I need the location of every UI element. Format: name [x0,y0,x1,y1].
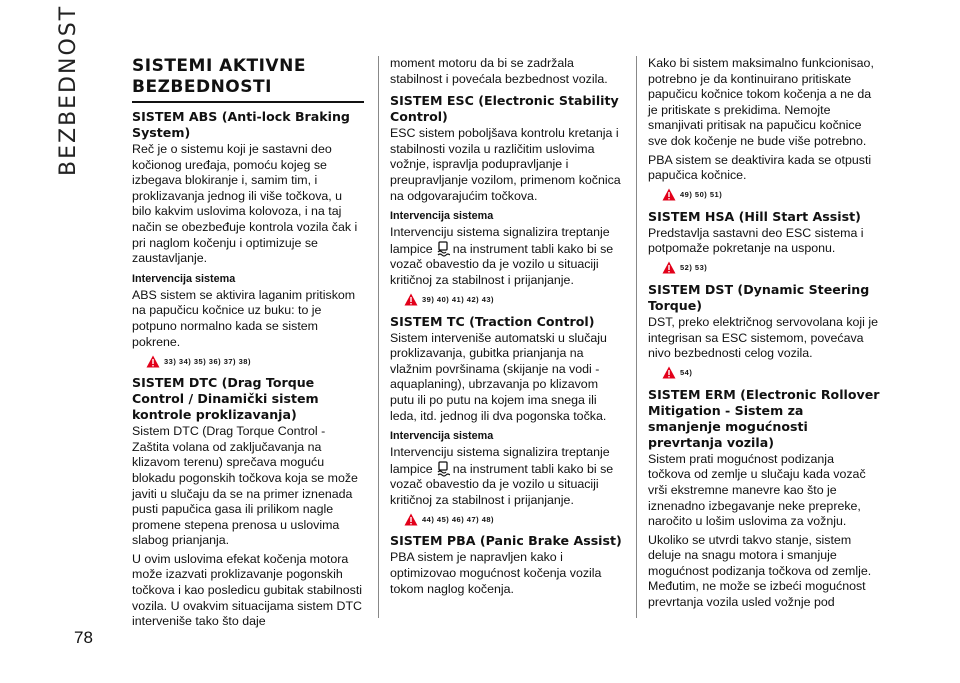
warning-refs: 54) [680,368,693,378]
abs-paragraph: Reč je o sistemu koji je sastavni deo kočionog uređaja, pomoću kojeg se izbegava blokiranje i, samim tim, i proklizavanja jednog ili više točkova, u bilo kakvim uslovima kolovoza, i na taj način se obezbeđuje kontrola vozila čak i pri naglom kočenju i optimizuje se zaustavljanje. [132,142,358,266]
warning-reference [662,260,880,276]
warning-triangle-icon [662,261,676,274]
warning-reference [662,365,880,381]
dtc-paragraph: Sistem DTC (Drag Torque Control - Zaštita volana od zaključavanja na klizavom terenu) sprečava moguću blokadu pogonskih točkova koja se može javiti u slučaju da se na primer iznenada pusti papučica gasa ili prilikom nagle promene stepena prenosa u uslovima slabog prianjanja. [132,424,358,548]
dst-paragraph: DST, preko električnog servovolana koji je integrisan sa ESC sistemom, povećava nivo bezbednosti celog vozila. [648,314,879,361]
abs-subheading: Intervencija sistema [132,272,236,285]
column-divider [378,56,379,618]
warning-reference [146,353,364,369]
esc-subheading: Intervencija sistema [390,210,494,223]
column-2 [390,56,622,600]
esc-paragraph: ESC sistem poboljšava kontrolu kretanja i stabilnosti vozila u različitim uslovima vožnje, ispravlja podupravljanje i preupravljanje vozilom, primenom kočnica na odgovarajućim točkova. [390,126,621,203]
warning-triangle-icon [404,293,418,306]
dtc-paragraph: U ovim uslovima efekat kočenja motora može izazvati proklizavanje pogonskih točkova i kao posledicu gubitak stabilnosti vozila. U ovakvim situacijama sistem DTC interveniše tako što daje [132,551,363,629]
pba-heading: SISTEM PBA (Panic Brake Assist) [390,533,622,549]
page-title: SISTEMI AKTIVNE BEZBEDNOSTI [132,56,364,103]
pba-paragraph: PBA sistem se deaktivira kada se otpusti papučica kočnice. [648,152,872,183]
hsa-heading: SISTEM HSA (Hill Start Assist) [648,208,861,224]
column-1 [132,56,364,633]
esc-warning-lamp-icon [436,241,450,257]
dst-heading: SISTEM DST (Dynamic Steering Torque) [648,281,870,313]
warning-reference [404,511,622,527]
column-divider [636,56,637,618]
tc-text: Intervenciju sistema signalizira treptanje lampice [390,445,610,476]
esc-warning-lamp-icon [436,461,450,477]
warning-reference [404,292,622,308]
esc-heading: SISTEM ESC (Electronic Stability Control) [390,93,619,125]
pba-paragraph: Kako bi sistem maksimalno funkcionisao, potrebno je da kontinuirano pritiskate papučicu kočnice tokom kočenja a ne da je pritiskate s prekidima. Nemojte smanjivati pritisak na papučicu kočnice sve dok kočenje ne bude više potrebno. [648,56,874,148]
dtc-heading: SISTEM DTC (Drag Torque Control / Dinamički sistem kontrole proklizavanja) [132,375,319,423]
column-3 [648,56,880,614]
warning-triangle-icon [404,513,418,526]
erm-paragraph: Sistem prati mogućnost podizanja točkova od zemlje u slučaju kada vozač vrši ekstremne manevre kao što je iznenadno izbegavanje neke prepreke, naročito u lošim uslovima za vožnju. [648,451,866,529]
warning-refs: 49) 50) 51) [680,190,723,200]
esc-text: Intervenciju sistema signalizira treptanje lampice [390,225,610,256]
tc-text: na instrument tabli kako bi se vozač obavestio da je vozilo u situaciji kritičnoj za stabilnost i prijanjanje. [390,461,614,507]
hsa-paragraph: Predstavlja sastavni deo ESC sistema i potpomaže pokretanje na usponu. [648,225,864,256]
warning-refs: 52) 53) [680,263,708,273]
tc-subheading: Intervencija sistema [390,430,494,443]
abs-heading: SISTEM ABS (Anti-lock Braking System) [132,109,350,140]
warning-refs: 44) 45) 46) 47) 48) [422,514,495,524]
tc-paragraph: Sistem interveniše automatski u slučaju proklizavanja, gubitka prianjanja na vlažnim površinama (skijanje na vodi - aquaplaning), ubrzavanja po klizavom putu ili po putu na kojem ima snega ili leda, itd. jednog ili dva pogonska točka. [390,330,607,423]
esc-text: na instrument tabli kako bi se vozač obavestio da je vozilo u situaciji kritičnoj za stabilnost i prijanjanje. [390,241,614,287]
page-number: 78 [74,628,93,647]
warning-refs: 33) 34) 35) 36) 37) 38) [164,356,251,366]
dtc-paragraph: moment motoru da bi se zadržala stabilnost i povećala bezbednost vozila. [390,56,608,86]
warning-triangle-icon [146,355,160,368]
warning-triangle-icon [662,366,676,379]
erm-paragraph: Ukoliko se utvrdi takvo stanje, sistem deluje na snagu motora i smanjuje mogućnost podizanja točkova od zemlje. Međutim, ne može se izbeći mogućnost prevrtanja vozila usled vožnje pod [648,532,872,610]
tc-heading: SISTEM TC (Traction Control) [390,313,595,329]
tc-paragraph [390,445,622,508]
warning-reference [662,187,880,203]
esc-paragraph [390,225,622,288]
abs-paragraph: ABS sistem se aktivira laganim pritiskom na papučicu kočnice uz buku: to je potpuno normalno kada se sistem pokrene. [132,287,356,349]
erm-heading: SISTEM ERM (Electronic Rollover Mitigation - Sistem za smanjenje mogućnosti prevrtanja vozila) [648,386,880,450]
section-sidebar-title: BEZBEDNOST [56,4,81,176]
warning-refs: 39) 40) 41) 42) 43) [422,295,495,305]
pba-paragraph: PBA sistem je napravljen kako i optimizovao mogućnost kočenja vozila tokom naglog kočenja. [390,550,602,596]
warning-triangle-icon [662,188,676,201]
